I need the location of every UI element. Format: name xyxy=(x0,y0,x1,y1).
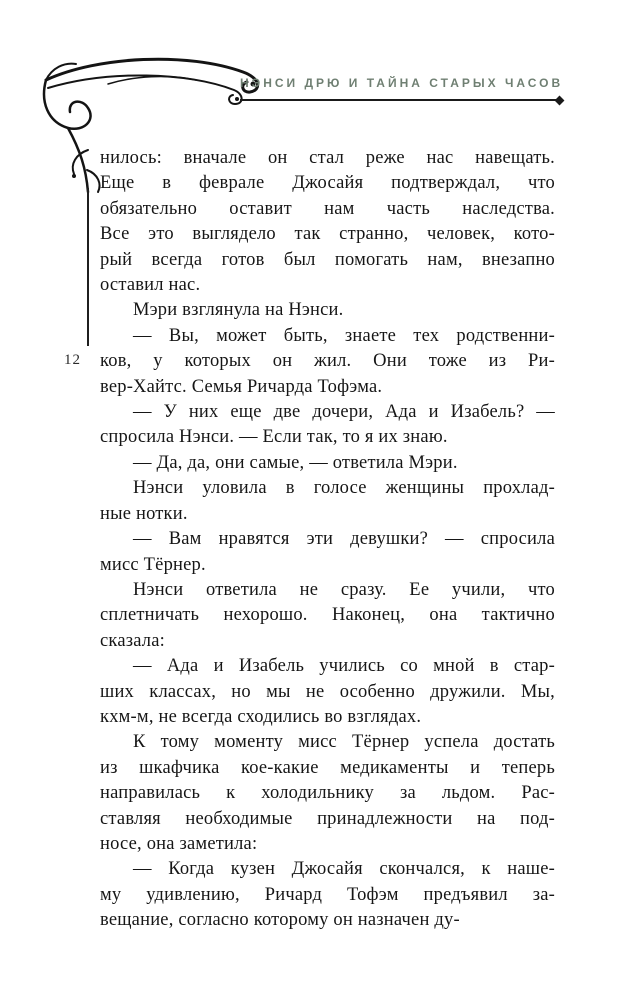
page-number: 12 xyxy=(64,352,81,368)
text-line: Нэнси ответила не сразу. Ее учили, что xyxy=(133,579,555,600)
text-line: рый всегда готов был помогать нам, внезапно xyxy=(100,249,555,270)
text-line: вер-Хайтс. Семья Ричарда Тофэма. xyxy=(100,376,383,397)
text-line: — Вы, может быть, знаете тех родственни- xyxy=(133,325,555,346)
text-line: му удивлению, Ричард Тофэм предъявил за- xyxy=(100,884,555,905)
text-line: направилась к холодильнику за льдом. Рас- xyxy=(100,783,555,804)
text-line: ные нотки. xyxy=(100,503,188,524)
text-line: Все это выглядело так странно, человек, кото- xyxy=(100,224,555,245)
text-line: — Когда кузен Джосайя скончался, к наше- xyxy=(133,859,555,880)
text-line: кхм-м, не всегда сходились во взглядах. xyxy=(100,706,422,727)
text-line: Еще в феврале Джосайя подтверждал, что xyxy=(100,173,555,194)
text-line: сказала: xyxy=(100,630,165,651)
text-line: сплетничать нехорошо. Наконец, она тактично xyxy=(100,605,555,626)
page-text xyxy=(100,146,555,934)
text-line: оставил нас. xyxy=(100,275,201,296)
running-head xyxy=(240,74,564,101)
text-line: — Ада и Изабель учились со мной в стар- xyxy=(133,656,555,677)
text-line: — У них еще две дочери, Ада и Изабель? — xyxy=(133,402,555,423)
text-line: ставляя необходимые принадлежности на под- xyxy=(100,808,555,829)
text-line: спросила Нэнси. — Если так, то я их знаю. xyxy=(100,427,448,448)
text-line: ших классах, но мы не особенно дружили. Мы, xyxy=(100,681,555,702)
text-line: мисс Тёрнер. xyxy=(100,554,206,575)
text-line: Мэри взглянула на Нэнси. xyxy=(133,300,344,321)
text-line: носе, она заметила: xyxy=(100,833,258,854)
margin-rule xyxy=(87,188,89,346)
text-line: обязательно оставит нам часть наследства. xyxy=(100,198,555,219)
text-line: Нэнси уловила в голосе женщины прохлад- xyxy=(133,478,555,499)
text-line: К тому моменту мисс Тёрнер успела достать xyxy=(133,732,555,753)
text-line: ков, у которых он жил. Они тоже из Ри- xyxy=(100,351,555,372)
running-title: НЭНСИ ДРЮ И ТАЙНА СТАРЫХ ЧАСОВ xyxy=(240,76,564,90)
text-line: — Вам нравятся эти девушки? — спросила xyxy=(133,529,555,550)
text-line: нилось: вначале он стал реже нас навещать. xyxy=(100,148,555,168)
rule-end-diamond-icon xyxy=(555,96,565,106)
text-line: из шкафчика кое-какие медикаменты и теперь xyxy=(100,757,555,778)
text-line: вещание, согласно которому он назначен ду- xyxy=(100,910,460,931)
text-line: — Да, да, они самые, — ответила Мэри. xyxy=(133,452,458,473)
